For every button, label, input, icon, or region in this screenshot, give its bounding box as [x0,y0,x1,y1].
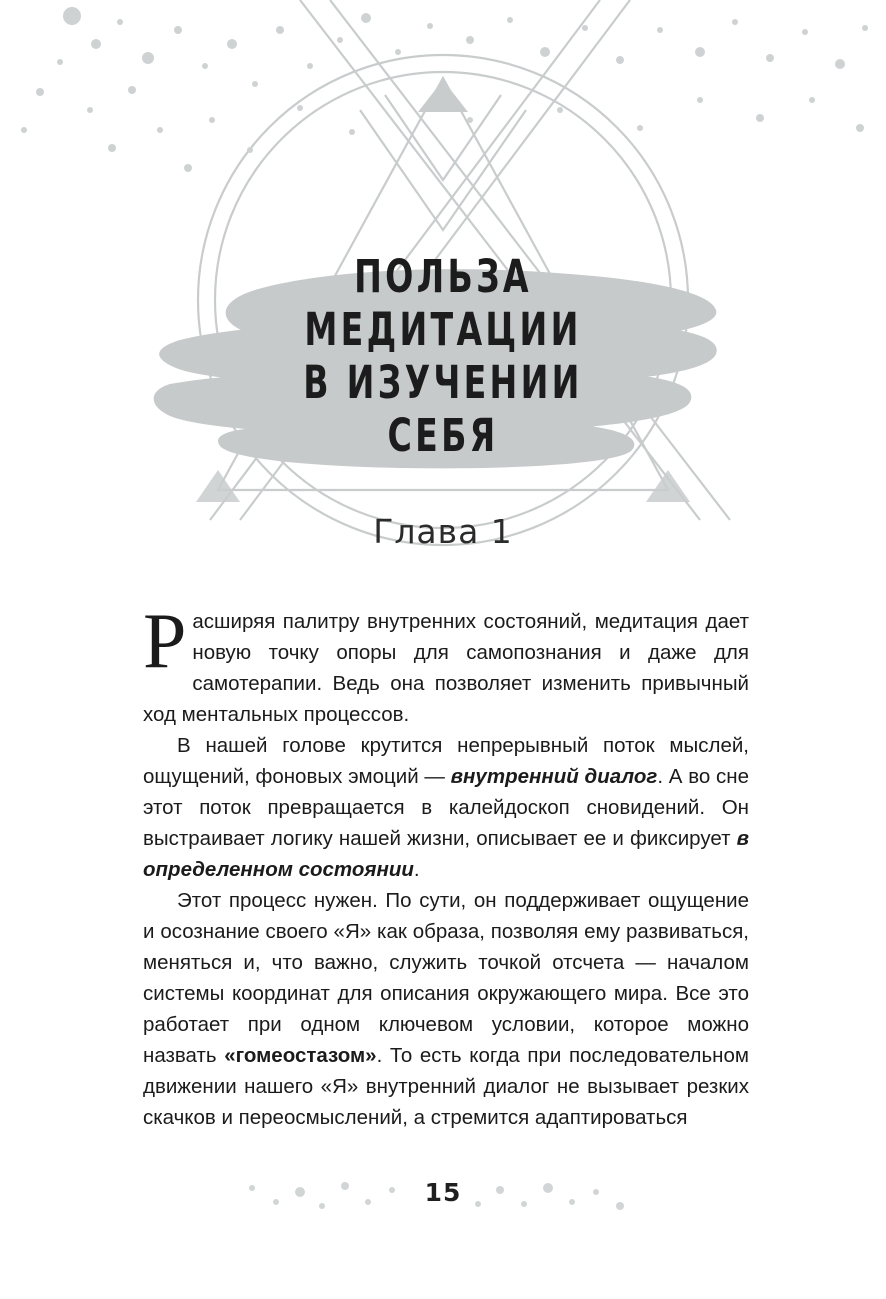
drop-cap: Р [143,597,187,684]
page-title [80,250,807,462]
paragraph-2-emphasis-2: в определенном состоянии [143,827,749,881]
paragraph-3-emphasis-1: «гомеостазом» [224,1044,377,1067]
paragraph-2-emphasis-1: внутренний диалог [450,765,658,788]
paragraph-3 [143,885,749,1133]
paragraph-2-seg-1: В нашей голове крутится непрерывный поток мыслей, ощущений, фоновых эмоций — [143,734,749,788]
title-line-3: В ИЗУЧЕНИИ [303,356,583,409]
paragraph-3-seg-1: Этот процесс нужен. По сути, он поддерживает ощущение и осознание своего «Я» как образа, позволяя ему развиваться, меняться и, что важно, служить точкой отсчета — началом системы координат для описания окружающего мира. Все это работает при одном ключевом условии, которое можно назвать [143,889,749,1067]
paragraph-2 [143,730,749,885]
body-text [143,597,749,1133]
title-line-4: СЕБЯ [387,409,499,462]
paragraph-1-text: асширяя палитру внутренних состояний, медитация дает новую точку опоры для самопознания и даже для самотерапии. Ведь она позволяет изменить привычный ход ментальных процессов. [143,610,749,726]
paragraph-1 [143,597,749,730]
page-footer [0,1178,886,1207]
chapter-title-block [0,250,886,462]
title-line-2: МЕДИТАЦИИ [304,303,582,356]
title-line-1: ПОЛЬЗА [354,250,532,303]
paragraph-2-seg-3: . [413,858,420,881]
chapter-label: Глава 1 [373,512,513,551]
paragraph-3-seg-2: . То есть когда при последовательном движении нашего «Я» внутренний диалог не вызывает резких скачков и переосмыслений, а стремится адаптироваться [143,1044,749,1129]
page-number: 15 [424,1178,462,1207]
footer-splatter-decoration [0,1172,886,1224]
paragraph-2-seg-2: . А во сне этот поток превращается в калейдоскоп сновидений. Он выстраивает логику нашей жизни, описывает ее и фиксирует [143,765,749,850]
